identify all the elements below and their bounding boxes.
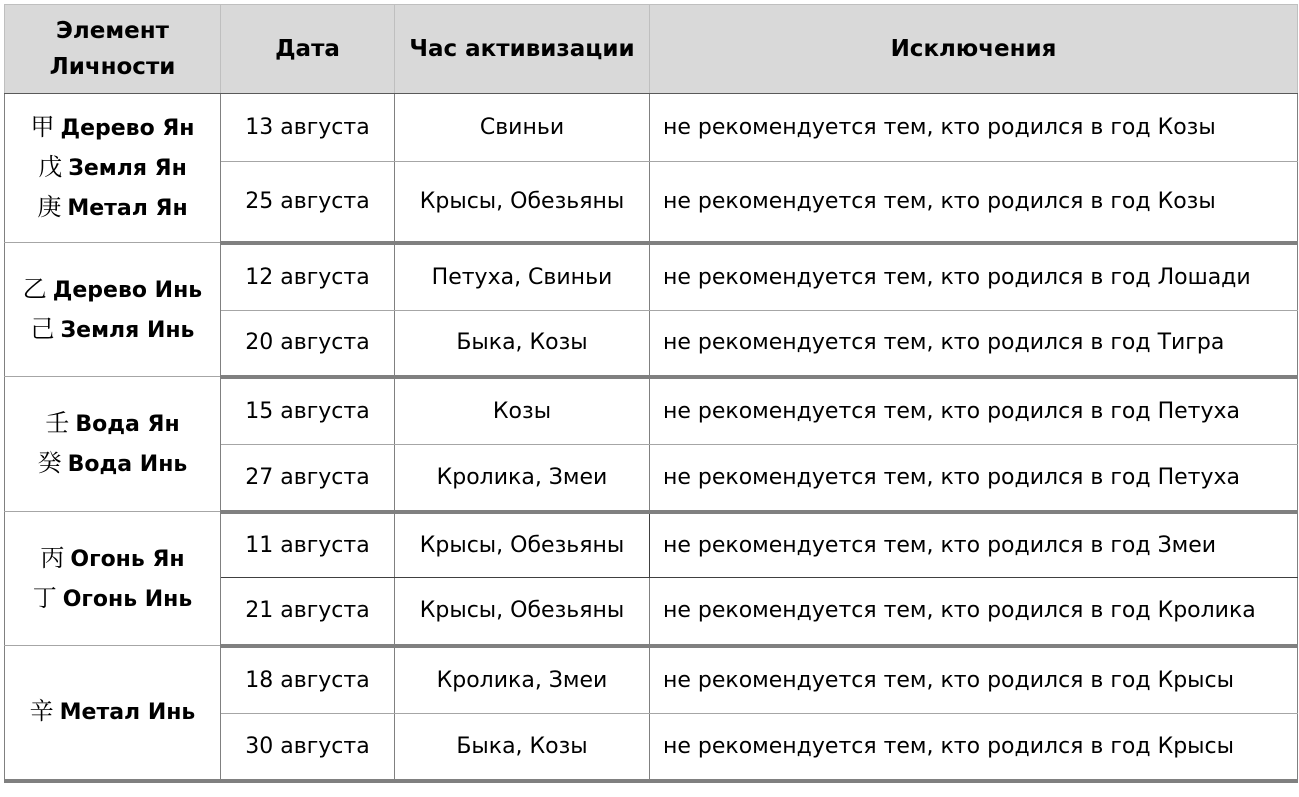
table-row [5,94,1298,162]
date-cell: 27 августа [221,445,395,512]
element-entry [15,148,210,188]
date-cell: 11 августа [221,512,395,578]
element-entry [15,444,210,484]
hour-cell: Свиньи [395,94,650,162]
hour-cell: Кролика, Змеи [395,445,650,512]
element-entry [15,692,210,732]
exception-cell: не рекомендуется тем, кто родился в год Петуха [650,377,1298,445]
element-entry [15,404,210,444]
element-cell [5,243,221,377]
date-cell: 30 августа [221,714,395,781]
exception-cell: не рекомендуется тем, кто родился в год Козы [650,94,1298,162]
hour-cell: Быка, Козы [395,311,650,377]
date-cell: 25 августа [221,162,395,243]
element-entry [15,270,210,310]
exception-cell: не рекомендуется тем, кто родился в год Петуха [650,445,1298,512]
element-label: Дерево Ян [60,116,195,141]
stem-glyph: 壬 [45,409,70,437]
activation-table [4,4,1298,783]
hour-cell: Крысы, Обезьяны [395,578,650,646]
element-cell [5,94,221,243]
table-row [5,377,1298,445]
date-cell: 21 августа [221,578,395,646]
stem-glyph: 丁 [32,583,57,612]
date-cell: 20 августа [221,311,395,377]
exception-cell: не рекомендуется тем, кто родился в год Крысы [650,646,1298,714]
element-label: Земля Инь [60,317,195,343]
exception-cell: не рекомендуется тем, кто родился в год Кролика [650,578,1298,646]
stem-glyph: 辛 [29,697,54,726]
hour-cell: Козы [395,377,650,445]
element-cell [5,377,221,512]
stem-glyph: 癸 [37,449,62,477]
element-entry [15,310,210,350]
stem-glyph: 戊 [38,153,63,181]
element-label: Земля Ян [68,156,187,181]
element-label: Вода Ян [75,412,180,437]
exception-cell: не рекомендуется тем, кто родился в год Лошади [650,243,1298,311]
stem-glyph: 甲 [30,113,55,141]
table-row [5,243,1298,311]
date-cell: 13 августа [221,94,395,162]
header-exceptions: Исключения [650,5,1298,94]
element-cell [5,646,221,781]
header-row [5,5,1298,94]
stem-glyph: 丙 [40,543,65,572]
exception-cell: не рекомендуется тем, кто родился в год Крысы [650,714,1298,781]
stem-glyph: 庚 [37,193,62,221]
exception-cell: не рекомендуется тем, кто родился в год Тигра [650,311,1298,377]
element-label: Огонь Ян [70,546,185,572]
hour-cell: Кролика, Змеи [395,646,650,714]
date-cell: 18 августа [221,646,395,714]
element-entry [15,188,210,228]
stem-glyph: 乙 [22,274,47,303]
exception-cell: не рекомендуется тем, кто родился в год Змеи [650,512,1298,578]
element-entry [15,539,210,579]
table-row [5,646,1298,714]
element-label: Вода Инь [67,452,188,477]
element-entry [15,108,210,148]
element-label: Огонь Инь [62,586,193,612]
element-label: Метал Инь [59,700,196,726]
element-label: Дерево Инь [52,277,203,303]
table-row [5,512,1298,578]
hour-cell: Крысы, Обезьяны [395,162,650,243]
hour-cell: Петуха, Свиньи [395,243,650,311]
element-cell [5,512,221,646]
element-entry [15,579,210,619]
header-hour: Час активизации [395,5,650,94]
hour-cell: Крысы, Обезьяны [395,512,650,578]
header-element: Элемент Личности [5,5,221,94]
stem-glyph: 己 [30,314,55,343]
element-label: Метал Ян [67,196,188,221]
hour-cell: Быка, Козы [395,714,650,781]
date-cell: 12 августа [221,243,395,311]
date-cell: 15 августа [221,377,395,445]
header-date: Дата [221,5,395,94]
exception-cell: не рекомендуется тем, кто родился в год Козы [650,162,1298,243]
